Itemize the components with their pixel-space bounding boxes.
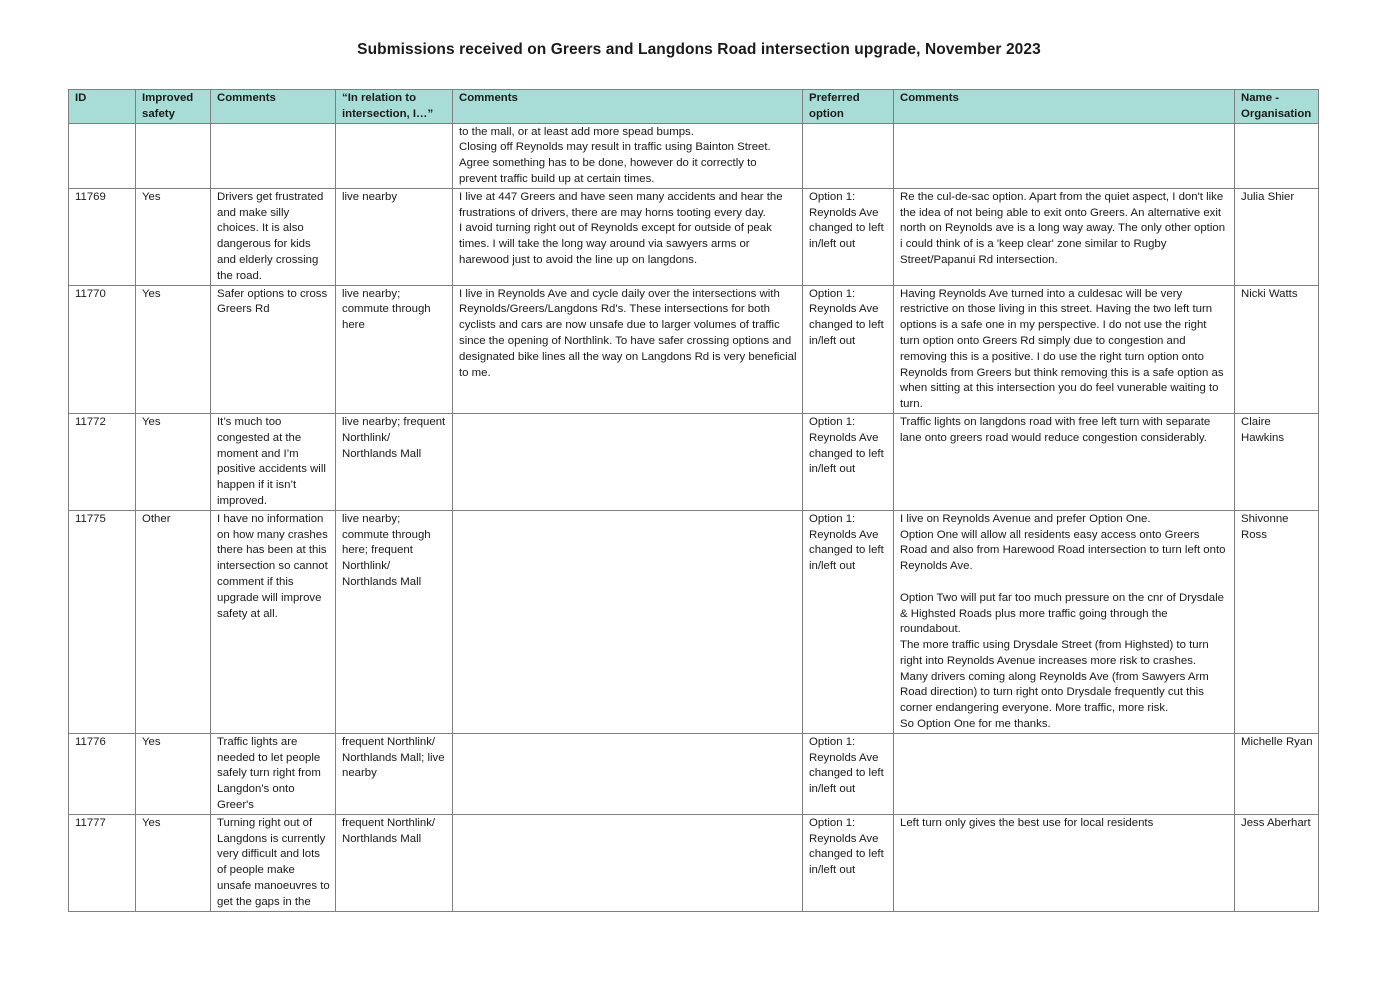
cell-comments-option: Re the cul-de-sac option. Apart from the quiet aspect, I don't like the idea of not being able to exit onto Greers. An alternative exit north on Reynolds ave is a long way away. The only other option i could think of is a 'keep clear' zone similar to Rugby Street/Papanui Rd intersection.: [894, 188, 1235, 285]
header-comments-safety: Comments: [211, 90, 336, 124]
cell-comments-relation: I live in Reynolds Ave and cycle daily over the intersections with Reynolds/Greers/Langdons Rd's. These intersections for both cyclists and cars are now unsafe due to larger volumes of traffic since the opening of Northlink. To have safer crossing options and designated bike lines all the way on Langdons Rd is very beneficial to me.: [453, 285, 803, 413]
header-id: ID: [69, 90, 136, 124]
cell-comments-safety: [211, 123, 336, 188]
cell-relation: [336, 123, 453, 188]
cell-name: Shivonne Ross: [1235, 510, 1319, 733]
cell-relation: frequent Northlink/ Northlands Mall; live nearby: [336, 733, 453, 814]
submissions-table: [68, 89, 1319, 912]
cell-comments-option: Having Reynolds Ave turned into a culdesac will be very restrictive on those living in this street. Having the two left turn options is a safe one in my perspective. I do not use the right turn option onto Greers Rd simply due to congestion and removing this is a positive. I do use the right turn option onto Reynolds from Greers but think removing this is a safe option as when sitting at this intersection you do feel vunerable waiting to turn.: [894, 285, 1235, 413]
table-row: [69, 510, 1319, 733]
cell-preferred-option: Option 1: Reynolds Ave changed to left in/left out: [803, 510, 894, 733]
table-header-row: [69, 90, 1319, 124]
page-title: Submissions received on Greers and Langdons Road intersection upgrade, November 2023: [357, 41, 1041, 58]
cell-preferred-option: [803, 123, 894, 188]
header-relation: “In relation to intersection, I…”: [336, 90, 453, 124]
cell-comments-relation: [453, 814, 803, 911]
cell-improved-safety: Yes: [136, 814, 211, 911]
cell-id: 11776: [69, 733, 136, 814]
cell-comments-safety: Turning right out of Langdons is currently very difficult and lots of people make unsafe manoeuvres to get the gaps in the: [211, 814, 336, 911]
cell-name: Nicki Watts: [1235, 285, 1319, 413]
cell-comments-relation: [453, 413, 803, 510]
cell-comments-option: Left turn only gives the best use for local residents: [894, 814, 1235, 911]
cell-id: 11769: [69, 188, 136, 285]
cell-relation: frequent Northlink/ Northlands Mall: [336, 814, 453, 911]
cell-comments-option: [894, 123, 1235, 188]
table-row: [69, 285, 1319, 413]
cell-preferred-option: Option 1: Reynolds Ave changed to left in/left out: [803, 188, 894, 285]
cell-relation: live nearby: [336, 188, 453, 285]
cell-improved-safety: Yes: [136, 188, 211, 285]
cell-comments-relation: to the mall, or at least add more spead bumps. Closing off Reynolds may result in traffic using Bainton Street. Agree something has to be done, however do it correctly to prevent traffic build up at certain times.: [453, 123, 803, 188]
cell-name: Jess Aberhart: [1235, 814, 1319, 911]
cell-improved-safety: Other: [136, 510, 211, 733]
cell-preferred-option: Option 1: Reynolds Ave changed to left in/left out: [803, 733, 894, 814]
cell-preferred-option: Option 1: Reynolds Ave changed to left in/left out: [803, 413, 894, 510]
cell-comments-safety: It’s much too congested at the moment and I’m positive accidents will happen if it isn’t improved.: [211, 413, 336, 510]
table-row: [69, 814, 1319, 911]
cell-id: [69, 123, 136, 188]
cell-preferred-option: Option 1: Reynolds Ave changed to left in/left out: [803, 285, 894, 413]
cell-id: 11777: [69, 814, 136, 911]
table-row: [69, 188, 1319, 285]
cell-improved-safety: Yes: [136, 413, 211, 510]
cell-preferred-option: Option 1: Reynolds Ave changed to left in/left out: [803, 814, 894, 911]
cell-comments-option: Traffic lights on langdons road with free left turn with separate lane onto greers road would reduce congestion considerably.: [894, 413, 1235, 510]
cell-comments-safety: Traffic lights are needed to let people safely turn right from Langdon's onto Greer's: [211, 733, 336, 814]
cell-improved-safety: Yes: [136, 733, 211, 814]
header-improved-safety: Improved safety: [136, 90, 211, 124]
cell-relation: live nearby; commute through here; frequent Northlink/ Northlands Mall: [336, 510, 453, 733]
cell-name: [1235, 123, 1319, 188]
cell-comments-relation: [453, 733, 803, 814]
cell-improved-safety: Yes: [136, 285, 211, 413]
cell-comments-safety: I have no information on how many crashes there has been at this intersection so cannot comment if this upgrade will improve safety at all.: [211, 510, 336, 733]
header-comments-relation: Comments: [453, 90, 803, 124]
header-comments-option: Comments: [894, 90, 1235, 124]
cell-name: Julia Shier: [1235, 188, 1319, 285]
cell-comments-safety: Drivers get frustrated and make silly choices. It is also dangerous for kids and elderly crossing the road.: [211, 188, 336, 285]
header-preferred-option: Preferred option: [803, 90, 894, 124]
cell-comments-relation: I live at 447 Greers and have seen many accidents and hear the frustrations of drivers, there are may horns tooting every day. I avoid turning right out of Reynolds except for outside of peak times. I will take the long way around via sawyers arms or harewood just to avoid the line up on langdons.: [453, 188, 803, 285]
cell-improved-safety: [136, 123, 211, 188]
table-row: [69, 123, 1319, 188]
header-name-organisation: Name - Organisation: [1235, 90, 1319, 124]
cell-relation: live nearby; frequent Northlink/ Northlands Mall: [336, 413, 453, 510]
cell-relation: live nearby; commute through here: [336, 285, 453, 413]
cell-comments-option: I live on Reynolds Avenue and prefer Option One. Option One will allow all residents easy access onto Greers Road and also from Harewood Road intersection to turn left onto Reynolds Ave. Option Two will put far too much pressure on the cnr of Drysdale & Highsted Roads plus more traffic going through the roundabout. The more traffic using Drysdale Street (from Highsted) to turn right into Reynolds Avenue increases more risk to crashes. Many drivers coming along Reynolds Ave (from Sawyers Arm Road direction) to turn right onto Drysdale frequently cut this corner endangering everyone. More traffic, more risk. So Option One for me thanks.: [894, 510, 1235, 733]
cell-id: 11770: [69, 285, 136, 413]
cell-id: 11775: [69, 510, 136, 733]
cell-name: Michelle Ryan: [1235, 733, 1319, 814]
cell-comments-relation: [453, 510, 803, 733]
cell-name: Claire Hawkins: [1235, 413, 1319, 510]
table-row: [69, 733, 1319, 814]
cell-id: 11772: [69, 413, 136, 510]
cell-comments-option: [894, 733, 1235, 814]
table-row: [69, 413, 1319, 510]
cell-comments-safety: Safer options to cross Greers Rd: [211, 285, 336, 413]
